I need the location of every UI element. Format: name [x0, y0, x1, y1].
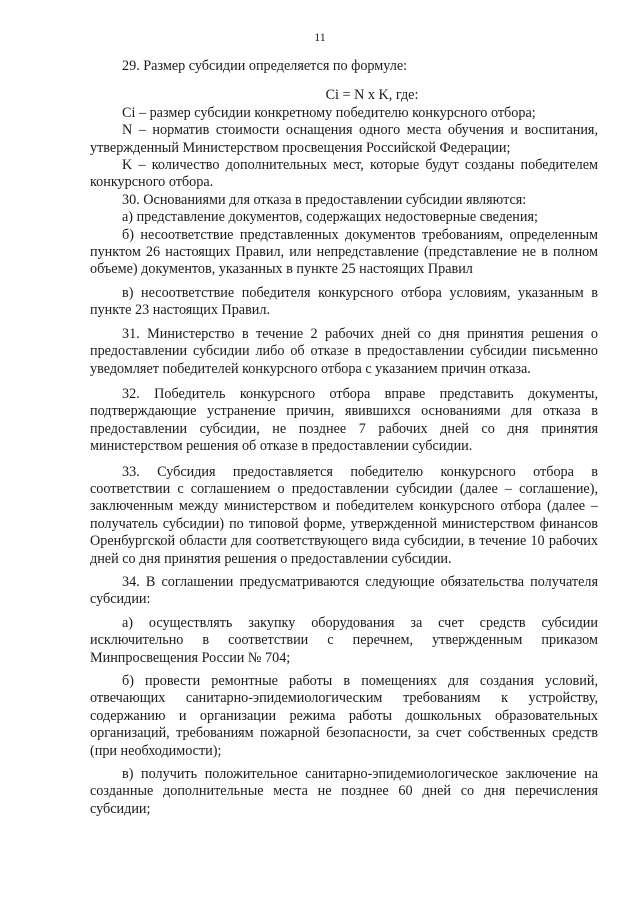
- paragraph-32: 32. Победитель конкурсного отбора вправе представить документы, подтверждающие устранение причин, явившихся основаниями для отказа в предоставлении субсидии, не позднее 7 рабочих дней со дня принятия министерством решения об отказе в предоставлении субсидии.: [90, 385, 598, 455]
- paragraph-31: 31. Министерство в течение 2 рабочих дней со дня принятия решения о предоставлении субсидии либо об отказе в предоставлении субсидии письменно уведомляет победителей конкурсного отбора с указанием причин отказа.: [90, 325, 598, 377]
- document-body: [90, 58, 598, 818]
- definition-n: N – норматив стоимости оснащения одного места обучения и воспитания, утвержденный Министерством просвещения Российской Федерации;: [90, 122, 598, 156]
- paragraph-30-v: в) несоответствие победителя конкурсного отбора условиям, указанным в пункте 23 настоящих Правил.: [90, 284, 598, 319]
- paragraph-34: 34. В соглашении предусматриваются следующие обязательства получателя субсидии:: [90, 573, 598, 608]
- paragraph-34-v: в) получить положительное санитарно-эпидемиологическое заключение на созданные дополнительные места не позднее 60 дней со дня перечисления субсидии;: [90, 766, 598, 817]
- page-number: 11: [314, 30, 326, 44]
- paragraph-34-a: а) осуществлять закупку оборудования за счет средств субсидии исключительно в соответствии с перечнем, утвержденным приказом Минпросвещения России № 704;: [90, 614, 598, 666]
- paragraph-30-b: б) несоответствие представленных документов требованиям, определенным пунктом 26 настоящих Правил, или непредставление (представление не в полном объеме) документов, указанных в пункте 25 настоящих Правил: [90, 226, 598, 278]
- paragraph-30-a: а) представление документов, содержащих недостоверные сведения;: [122, 209, 538, 226]
- formula: Ci = N x K, где:: [325, 87, 419, 104]
- paragraph-33: 33. Субсидия предоставляется победителю конкурсного отбора в соответствии с соглашением о предоставлении субсидии (далее – соглашение), заключенным между министерством и победителем конкурсного отбора (далее – получатель субсидии) по типовой форме, утвержденной министерством финансов Оренбургской области для соответствующего вида субсидии, в течение 10 рабочих дней со дня принятия решения о предоставлении субсидии.: [90, 463, 598, 567]
- paragraph-29-intro: 29. Размер субсидии определяется по формуле:: [122, 58, 408, 74]
- paragraph-30: 30. Основаниями для отказа в предоставлении субсидии являются:: [122, 191, 527, 208]
- paragraph-34-b: б) провести ремонтные работы в помещениях для создания условий, отвечающих санитарно-эпидемиологическим требованиям к устройству, содержанию и организации режима работы дошкольных образовательных организаций, требованиям пожарной безопасности, за счет собственных средств (при необходимости);: [90, 673, 598, 759]
- definition-ci: Ci – размер субсидии конкретному победителю конкурсного отбора;: [122, 104, 536, 121]
- definition-k: K – количество дополнительных мест, которые будут созданы победителем конкурсного отбора.: [90, 157, 598, 191]
